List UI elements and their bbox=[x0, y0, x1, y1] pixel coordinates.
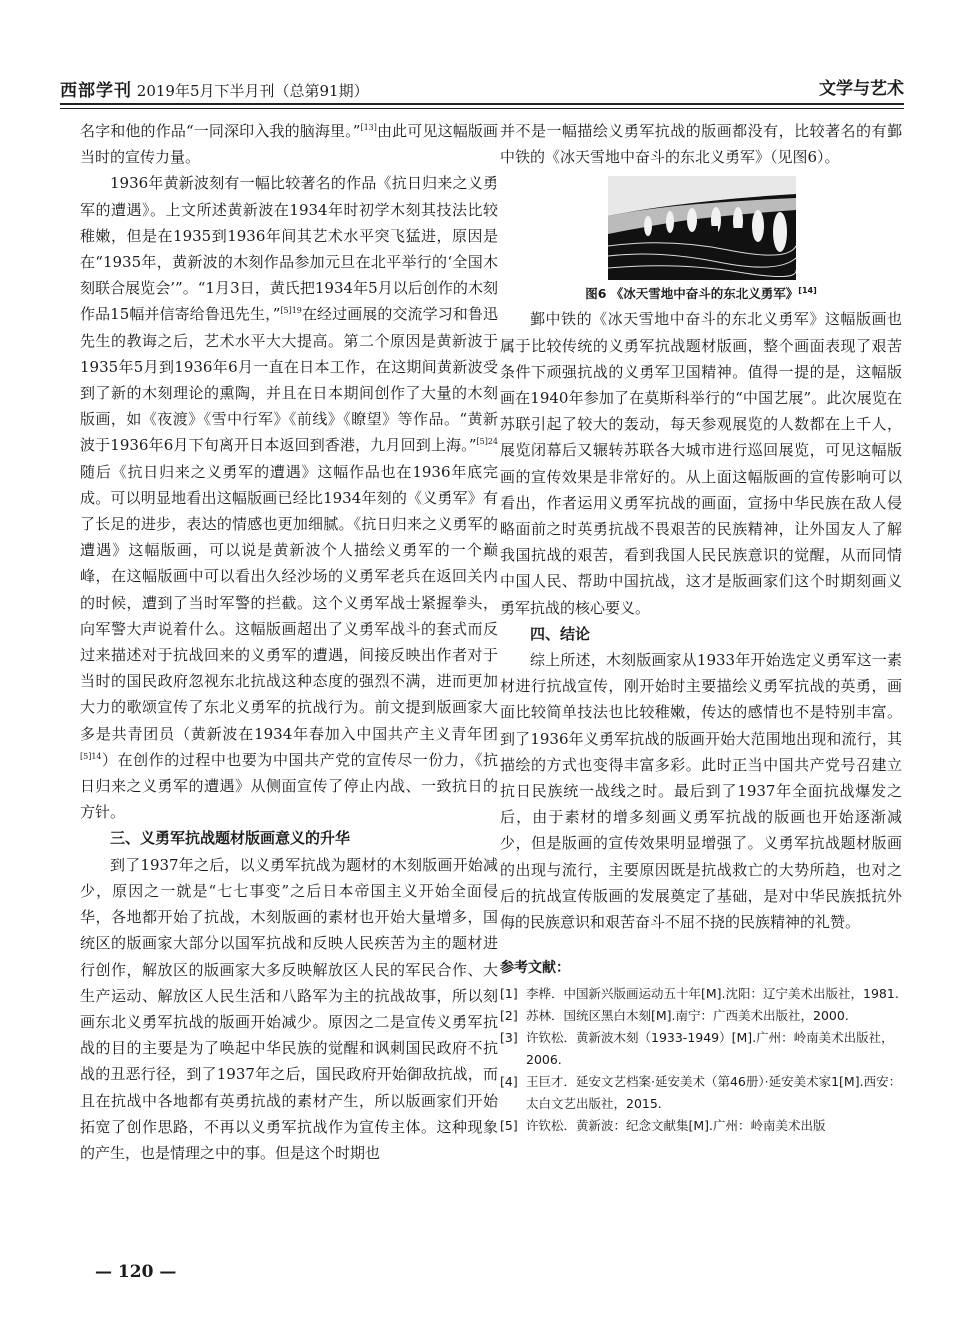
paragraph: 名字和他的作品“一同深印入我的脑海里。”[13]由此可见这幅版画当时的宣传力量。 bbox=[80, 122, 498, 167]
paragraph: 并不是一幅描绘义勇军抗战的版画都没有，比较著名的有鄞中铁的《冰天雪地中奋斗的东北义勇军》（见图6）。 bbox=[500, 122, 902, 167]
page-header bbox=[60, 72, 904, 102]
references-title: 参考文献： bbox=[500, 960, 570, 977]
page-number: — 120 — bbox=[95, 1262, 177, 1282]
paragraph: 综上所述，木刻版画家从1933年开始选定义勇军这一素材进行抗战宣传，刚开始时主要描绘义勇军抗战的英勇，画面比较简单技法也比较稚嫩，传达的感情也不是特别丰富。到了1936年义勇军抗战的版画开始大范围地出现和流行，其描绘的方式也变得丰富多彩。此时正当中国共产党号召建立抗日民族统一战线之时。最后到了1937年全面抗战爆发之后，由于素材的增多刻画义勇军抗战的版画也开始逐渐减少，但是版画的宣传效果明显增强了。义勇军抗战题材版画的出现与流行，主要原因既是抗战救亡的大势所趋，也对之后的抗战宣传版画的发展奠定了基础，是对中华民族抵抗外侮的民族意识和艰苦奋斗不屈不挠的民族精神的礼赞。 bbox=[500, 651, 902, 932]
reference-item: [1] 李桦．中国新兴版画运动五十年[M].沈阳：辽宁美术出版社，1981. bbox=[500, 986, 899, 1002]
issue-info: 2019年5月下半月刊（总第91期） bbox=[136, 82, 369, 100]
reference-item: [3] 许钦松．黄新波木刻（1933-1949）[M].广州：岭南美术出版社，2006. bbox=[500, 1030, 894, 1068]
woodcut-figure bbox=[608, 176, 796, 280]
references-list bbox=[500, 983, 902, 1137]
paragraph: 1936年黄新波刻有一幅比较著名的作品《抗日归来之义勇军的遭遇》。上文所述黄新波在1934年时初学木刻其技法比较稚嫩，但是在1935到1936年间其艺术水平突飞猛进，原因是在“1935年，黄新波的木刻作品参加元旦在北平举行的‘全国木刻联合展览会’”。“1月3日，黄氏把1934年5月以后创作的木刻作品15幅并信寄给鲁迅先生，”$^{[5]19}$在经过画展的交流学习和鲁迅先生的教诲之后，艺术水平大大提高。第二个原因是黄新波于1935年5月到1936年6月一直在日本工作，在这期间黄新波受到了新的木刻理论的熏陶，并且在日本期间创作了大量的木刻版画，如《夜渡》《雪中行军》《前线》《瞭望》等作品。“黄新波于1936年6月下旬离开日本返回到香港，九月回到上海。”$^{[5]24}$随后《抗日归来之义勇军的遭遇》这幅作品也在1936年底完成。可以明显地看出这幅版画已经比1934年刻的《义勇军》有了长足的进步，表达的情感也更加细腻。《抗日归来之义勇军的遭遇》这幅版画，可以说是黄新波个人描绘义勇军的一个巅峰，在这幅版画中可以看出久经沙场的义勇军老兵在返回关内的时候，遭到了当时军警的拦截。这个义勇军战士紧握拳头，向军警大声说着什么。这幅版画超出了义勇军战斗的套式而反过来描述对于抗战回来的义勇军的遭遇，间接反映出作者对于当时的国民政府忽视东北抗战这种态度的强烈不满，进而更加大力的歌颂宣传了东北义勇军的抗战行为。前文提到版画家大多是共青团员（黄新波在1934年春加入中国共产主义青年团$^{[5]14}$）在创作的过程中也要为中国共产党的宣传尽一份力，《抗日归来之义勇军的遭遇》从侧面宣传了停止内战、一致抗日的方针。 bbox=[80, 174, 498, 822]
header-left bbox=[60, 76, 369, 101]
section-heading: 四、结论 bbox=[530, 624, 591, 643]
reference-item: [5] 许钦松．黄新波：纪念文献集[M].广州：岭南美术出版 bbox=[500, 1118, 826, 1134]
right-column bbox=[500, 118, 902, 1137]
section-title: 文学与艺术 bbox=[819, 79, 904, 99]
paragraph: 到了1937年之后，以义勇军抗战为题材的木刻版画开始减少，原因之一就是“七七事变”之后日本帝国主义开始全面侵华，各地都开始了抗战，木刻版画的素材也开始大量增多，国统区的版画家大部分以国军抗战和反映人民疾苦为主的题材进行创作，解放区的版画家大多反映解放区人民的军民合作、大生产运动、解放区人民生活和八路军为主的抗战故事，所以刻画东北义勇军抗战的版画开始减少。原因之二是宣传义勇军抗战的目的主要是为了唤起中华民族的觉醒和讽刺国民政府不抗战的丑恶行径，到了1937年之后，国民政府开始御敌抗战，而且在抗战中各地都有英勇抗战的素材产生，所以版画家们开始拓宽了创作思路，不再以义勇军抗战作为宣传主体。这种现象的产生，也是情理之中的事。但是这个时期也 bbox=[80, 855, 498, 1162]
header-rule bbox=[60, 103, 904, 105]
reference-item: [2] 苏林．国统区黑白木刻[M].南宁：广西美术出版社，2000. bbox=[500, 1008, 849, 1024]
figure-caption: 图6 《冰天雪地中奋斗的东北义勇军》[14] bbox=[585, 286, 817, 302]
header-rule-thin bbox=[60, 108, 904, 109]
section-heading: 三、义勇军抗战题材版画意义的升华 bbox=[110, 829, 351, 848]
journal-logo: 西部学刊 bbox=[60, 81, 132, 101]
left-column bbox=[80, 118, 498, 1166]
reference-item: [4] 王巨才．延安文艺档案·延安美术（第46册）·延安美术家1[M].西安：太白文艺出版社，2015. bbox=[500, 1074, 902, 1112]
paragraph: 鄞中铁的《冰天雪地中奋斗的东北义勇军》这幅版画也属于比较传统的义勇军抗战题材版画，整个画面表现了艰苦条件下顽强抗战的义勇军卫国精神。值得一提的是，这幅版画在1940年参加了在莫斯科举行的“中国艺展”。此次展览在苏联引起了较大的轰动，每天参观展览的人数都在上千人，展览闭幕后又辗转苏联各大城市进行巡回展览，可见这幅版画的宣传效果是非常好的。从上面这幅版画的宣传影响可以看出，作者运用义勇军抗战的画面，宣扬中华民族在敌人侵略面前之时英勇抗战不畏艰苦的民族精神，让外国友人了解我国抗战的艰苦，看到我国人民民族意识的觉醒，从而同情中国人民、帮助中国抗战，这才是版画家们这个时期刻画义勇军抗战的核心要义。 bbox=[500, 310, 902, 617]
